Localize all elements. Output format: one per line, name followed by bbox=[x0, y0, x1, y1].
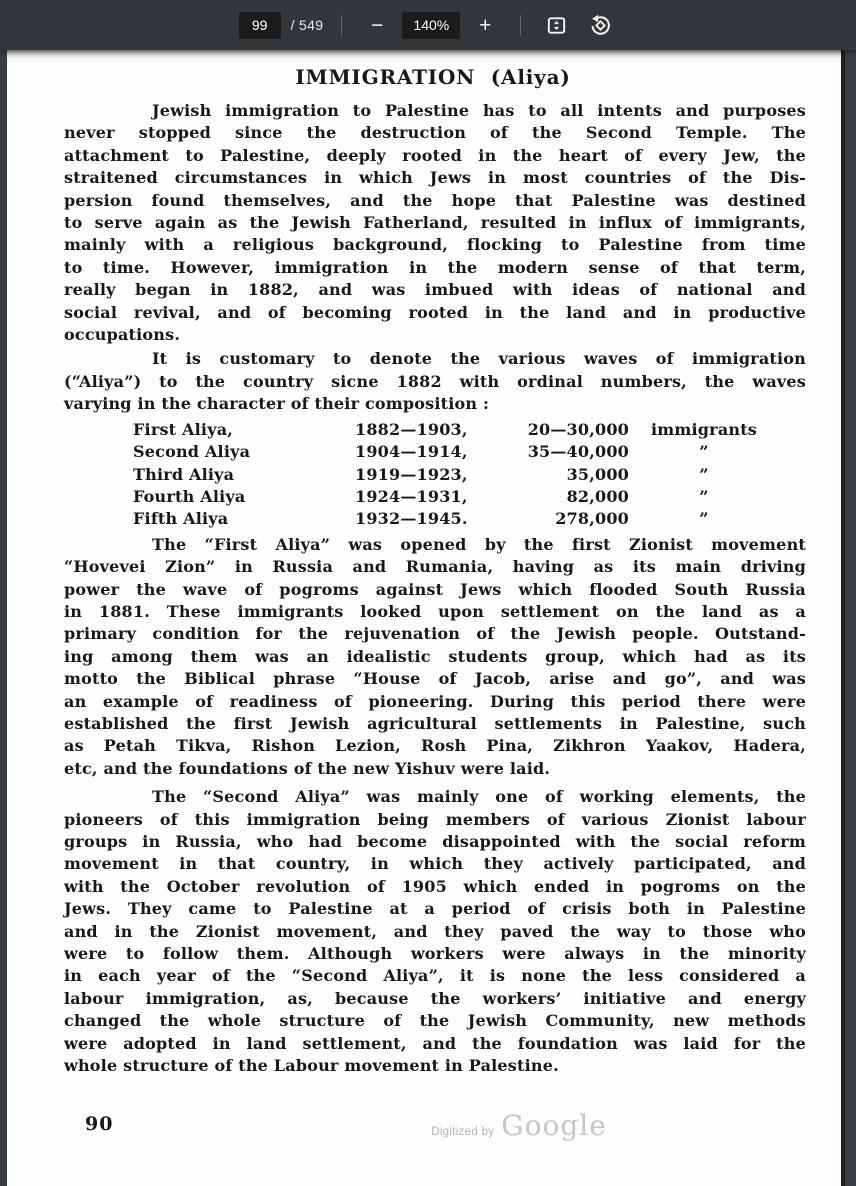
text-line: persion found themselves, and the hope that Palestine was destined bbox=[64, 190, 806, 210]
page-content bbox=[7, 50, 841, 1151]
table-row bbox=[64, 419, 802, 441]
text-line: and in the Zionist movement, and they paved the way to those who bbox=[64, 921, 806, 941]
text-line: “Hovevei Zion” in Russia and Rumania, having as its main driving bbox=[64, 557, 806, 577]
aliya-table bbox=[64, 419, 802, 531]
text-line: mainly with a religious background, flocking to Palestine from time bbox=[64, 235, 806, 255]
table-cell: immigrants bbox=[650, 419, 758, 439]
text-line: groups in Russia, who had become disappointed with the social reform bbox=[64, 832, 806, 851]
text-line: power the wave of pogroms against Jews which flooded South Russia bbox=[64, 579, 806, 599]
text-line: occupations. bbox=[64, 325, 181, 345]
watermark-prefix: Digitized by bbox=[431, 1126, 495, 1139]
viewer-background bbox=[0, 50, 856, 1186]
text-line: in 1881. These immigrants looked upon settlement on the land as a bbox=[64, 601, 806, 621]
text-line: The “First Aliya” was opened by the first Zionist movement bbox=[152, 534, 806, 554]
text-line: were to follow them. Although workers were always in the minority bbox=[64, 944, 806, 964]
text-line: really began in 1882, and was imbued with ideas of national and bbox=[64, 280, 806, 300]
zoom-out-button[interactable]: − bbox=[360, 8, 394, 42]
table-cell: 20—30,000 bbox=[527, 419, 629, 439]
table-cell: 1924—1931, bbox=[355, 486, 468, 506]
text-line: pioneers of this immigration being members of various Zionist labour bbox=[64, 809, 806, 829]
toolbar-divider bbox=[520, 15, 521, 36]
text-line: Jews. They came to Palestine at a period of crisis both in Palestine bbox=[64, 899, 806, 919]
text-line: ing among them was an idealistic students group, which had as its bbox=[64, 646, 806, 666]
page-number: 90 bbox=[85, 1113, 114, 1136]
text-line: an example of readiness of pioneering. During this period there were bbox=[64, 691, 806, 711]
table-cell: ” bbox=[699, 442, 709, 462]
zoom-level-display[interactable]: 140% bbox=[402, 12, 460, 39]
fit-to-page-icon bbox=[545, 14, 568, 37]
table-cell: 1932—1945. bbox=[355, 509, 468, 529]
text-line: to serve again as the Jewish Fatherland, resulted in influx of immigrants, bbox=[64, 213, 806, 233]
table-cell: Fifth Aliya bbox=[133, 509, 229, 529]
table-cell: ” bbox=[699, 509, 709, 529]
text-line: It is customary to denote the various waves of immigration bbox=[152, 349, 806, 369]
table-cell: 35—40,000 bbox=[527, 442, 629, 462]
text-line: attachment to Palestine, deeply rooted in the heart of every Jew, the bbox=[64, 145, 806, 165]
fit-to-page-button[interactable] bbox=[539, 8, 573, 42]
text-line: never stopped since the destruction of the Second Temple. The bbox=[64, 123, 806, 143]
paragraph-first-aliya bbox=[64, 534, 806, 780]
text-line: established the first Jewish agricultural settlements in Palestine, such bbox=[64, 713, 806, 733]
table-cell: Fourth Aliya bbox=[133, 486, 246, 506]
text-line: as Petah Tikva, Rishon Lezion, Rosh Pina, Zikhron Yaakov, Hadera, bbox=[64, 736, 806, 756]
table-cell: ” bbox=[699, 464, 709, 484]
page-footer bbox=[64, 1111, 802, 1151]
paragraph-immigration-history bbox=[64, 100, 806, 346]
google-watermark bbox=[431, 1111, 607, 1141]
text-line: motto the Biblical phrase “House of Jacob, arise and go”, and was bbox=[64, 669, 806, 689]
text-line: social revival, and of becoming rooted in the land and in productive bbox=[64, 302, 806, 322]
paragraph-second-aliya bbox=[64, 786, 806, 1077]
text-line: with the October revolution of 1905 which ended in pogroms on the bbox=[64, 876, 806, 896]
table-cell: 1882—1903, bbox=[355, 419, 468, 439]
text-line: labour immigration, as, because the workers’ initiative and energy bbox=[64, 988, 806, 1008]
page-number-input[interactable] bbox=[239, 12, 281, 39]
google-logo: Google bbox=[501, 1109, 607, 1143]
text-line: in each year of the “Second Aliya”, it is none the less considered a bbox=[64, 966, 806, 986]
text-line: etc, and the foundations of the new Yishuv were laid. bbox=[64, 758, 551, 778]
table-cell: 35,000 bbox=[566, 464, 629, 484]
paragraph-aliya-waves bbox=[64, 348, 806, 415]
zoom-in-button[interactable]: + bbox=[468, 8, 502, 42]
table-cell: ” bbox=[699, 486, 709, 506]
table-cell: 1904—1914, bbox=[355, 442, 468, 462]
toolbar-divider bbox=[341, 15, 342, 36]
text-line: Jewish immigration to Palestine has to all intents and purposes bbox=[152, 101, 806, 120]
table-cell: 1919—1923, bbox=[355, 464, 468, 484]
text-line: whole structure of the Labour movement in Palestine. bbox=[64, 1056, 559, 1076]
text-line: (“Aliya”) to the country sicne 1882 with ordinal numbers, the waves bbox=[64, 371, 806, 391]
page-count-label: / 549 bbox=[290, 17, 324, 33]
table-cell: First Aliya, bbox=[133, 419, 234, 439]
page-title: IMMIGRATION (Aliya) bbox=[295, 65, 571, 89]
table-row bbox=[64, 441, 802, 463]
rotate-button[interactable] bbox=[583, 8, 617, 42]
table-cell: 278,000 bbox=[555, 509, 629, 529]
text-line: The “Second Aliya” was mainly one of working elements, the bbox=[152, 787, 806, 807]
text-line: changed the whole structure of the Jewish Community, new methods bbox=[64, 1011, 806, 1031]
text-line: varying in the character of their composition : bbox=[64, 394, 490, 414]
table-cell: Second Aliya bbox=[133, 442, 251, 462]
pdf-toolbar bbox=[0, 0, 856, 50]
text-line: were adopted in land settlement, and the foundation was laid for the bbox=[64, 1033, 806, 1053]
table-row bbox=[64, 508, 802, 530]
table-cell: Third Aliya bbox=[133, 464, 235, 484]
text-line: to time. However, immigration in the modern sense of that term, bbox=[64, 257, 806, 277]
table-row bbox=[64, 486, 802, 508]
table-row bbox=[64, 464, 802, 486]
text-line: primary condition for the rejuvenation of the Jewish people. Outstand- bbox=[64, 624, 806, 644]
rotate-counterclockwise-icon bbox=[589, 14, 612, 37]
pdf-page bbox=[7, 50, 845, 1186]
text-line: movement in that country, in which they actively participated, and bbox=[64, 854, 806, 874]
table-cell: 82,000 bbox=[566, 486, 629, 506]
text-line: straitened circumstances in which Jews in most countries of the Dis- bbox=[64, 168, 806, 188]
